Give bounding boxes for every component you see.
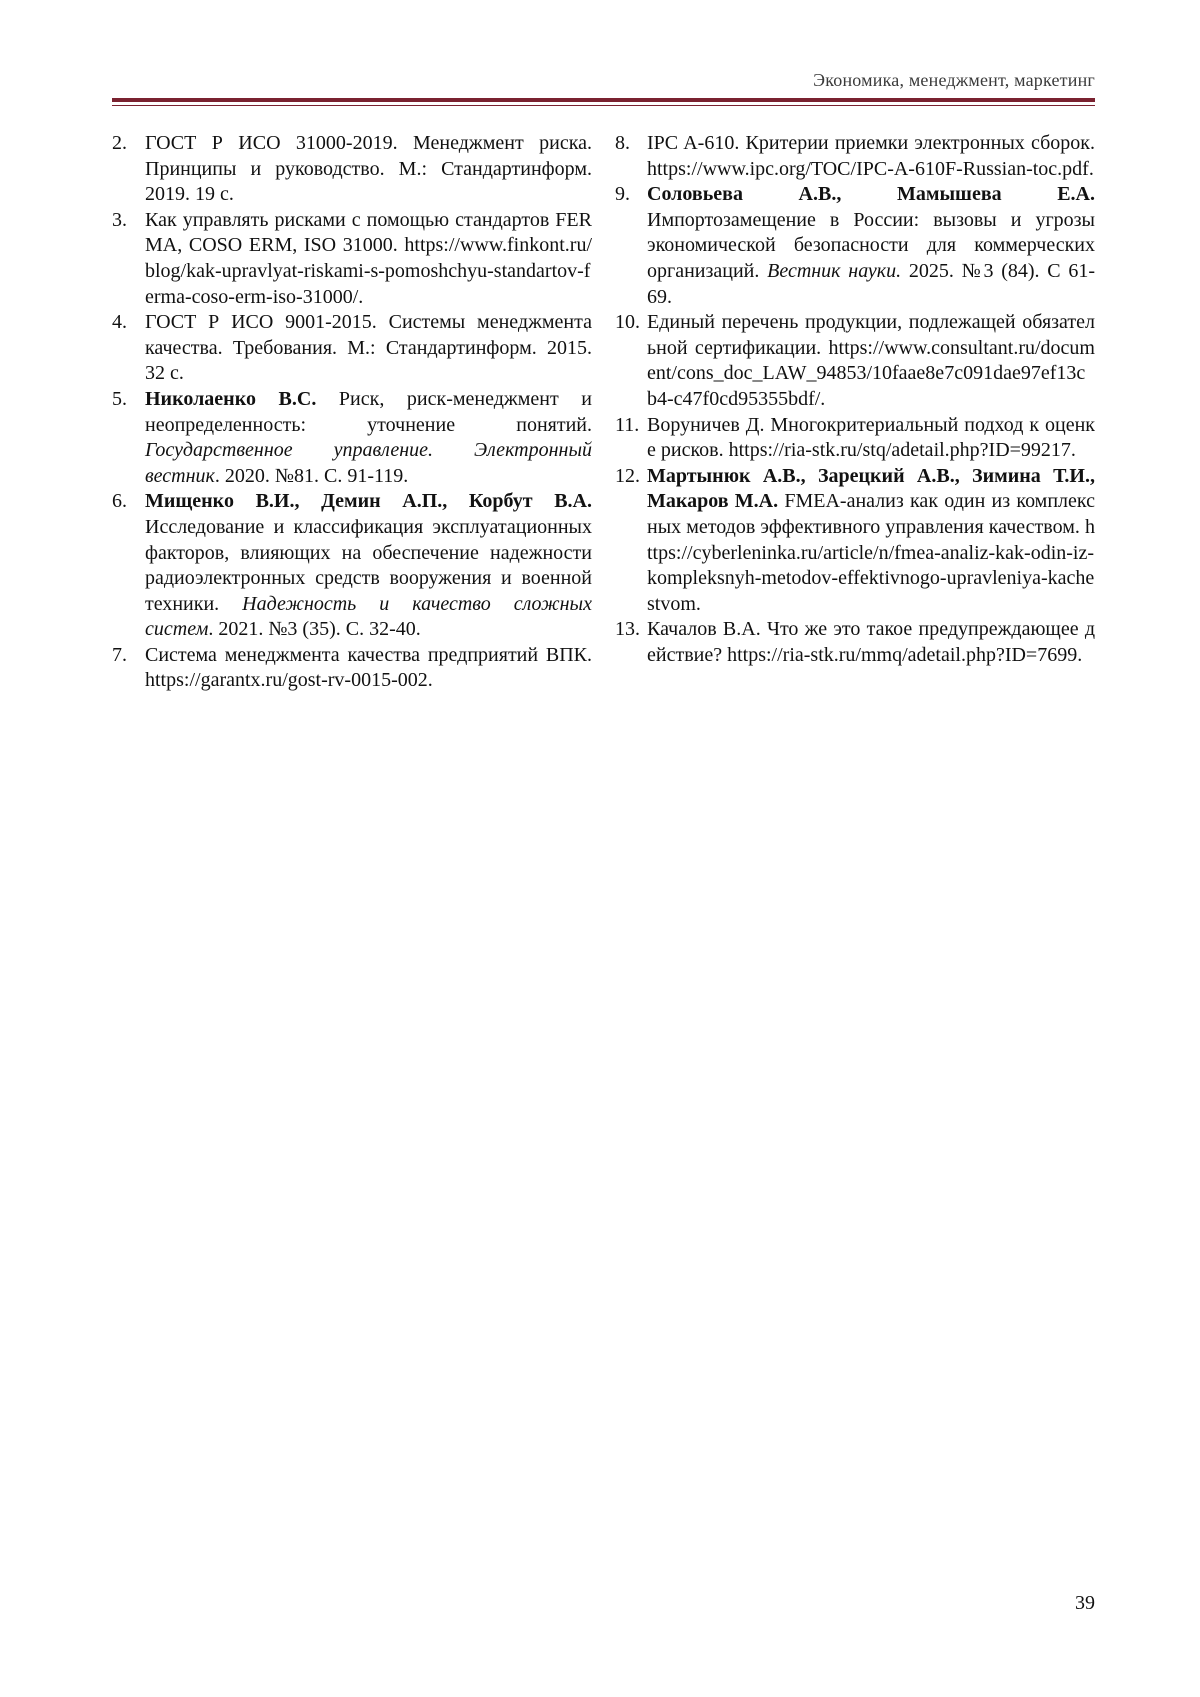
reference-number: 2. <box>112 132 127 154</box>
reference-journal: Вестник науки. <box>767 259 902 282</box>
reference-number: 7. <box>112 643 127 666</box>
reference-title: FMEA-анализ как один из комплексных методов эффективного управления качеством. https://cyberleninka.ru/article/n/fmea-analiz-kak-odin-iz-kompleksnyh-metodov-effektivnogo-upravleniya-kachestvom. <box>647 490 1095 615</box>
reference-number: 12. <box>615 464 640 487</box>
reference-tail: 2025. №3 (84). С 61-69. <box>647 259 1095 308</box>
reference-item <box>112 131 592 208</box>
reference-title: ГОСТ Р ИСО 9001-2015. Системы менеджмента качества. Требования. М.: Стандартинформ. 2015. 32 с. <box>145 311 592 385</box>
reference-text <box>647 310 1095 412</box>
reference-text <box>145 643 592 694</box>
reference-item <box>615 617 1095 668</box>
reference-title: Единый перечень продукции, подлежащей обязательной сертификации. https://www.consultant.ru/document/cons_doc_LAW_94853/10faae8e7c091dae97ef13cb4-c47f0cd95355bdf/. <box>647 311 1095 410</box>
reference-journal: Надежность и качество сложных систем <box>145 592 592 641</box>
reference-item <box>615 413 1095 464</box>
reference-text <box>647 464 1095 618</box>
reference-number: 5. <box>112 387 127 410</box>
reference-text <box>145 310 592 387</box>
reference-title: IPC A-610. Критерии приемки электронных сборок. https://www.ipc.org/TOC/IPC-A-610F-Russian-toc.pdf. <box>647 132 1095 180</box>
reference-title: Система менеджмента качества предприятий ВПК. https://garantx.ru/gost-rv-0015-002. <box>145 643 592 692</box>
reference-item <box>112 208 592 310</box>
reference-journal: Государственное управление. Электронный вестник <box>145 439 592 487</box>
reference-tail: . 2021. №3 (35). С. 32-40. <box>208 618 421 641</box>
reference-number: 9. <box>615 183 630 206</box>
reference-number: 13. <box>615 618 640 641</box>
reference-authors: Мищенко В.И., Демин А.П., Корбут В.А. <box>145 490 592 513</box>
reference-number: 11. <box>615 413 640 436</box>
reference-item <box>112 489 592 643</box>
reference-item <box>615 182 1095 310</box>
header-rule-thick <box>112 98 1095 102</box>
reference-item <box>615 310 1095 412</box>
reference-number: 10. <box>615 311 640 334</box>
reference-number: 6. <box>112 490 127 513</box>
reference-text <box>647 131 1095 182</box>
reference-title: Воруничев Д. Многокритериальный подход к оценке рисков. https://ria-stk.ru/stq/adetail.php?ID=99217. <box>647 413 1095 462</box>
page-number: 39 <box>1075 1592 1095 1614</box>
reference-title: Риск, риск-менеджмент и неопределенность: уточнение понятий. <box>145 387 592 436</box>
reference-title: Исследование и классификация эксплуатационных факторов, влияющих на обеспечение надежности радиоэлектронных средств вооружения и военной техники. <box>145 515 592 615</box>
reference-number: 3. <box>112 208 127 231</box>
reference-authors: Мартынюк А.В., Зарецкий А.В., Зимина Т.И., Макаров М.А. <box>647 464 1095 513</box>
reference-number: 8. <box>615 132 630 154</box>
header-rule-thin <box>112 105 1095 106</box>
reference-item <box>112 387 592 489</box>
reference-item <box>112 310 592 387</box>
reference-text <box>145 387 592 489</box>
reference-text <box>647 413 1095 464</box>
reference-item <box>615 131 1095 182</box>
reference-authors: Николаенко В.С. <box>145 387 317 410</box>
reference-text <box>647 182 1095 310</box>
reference-number: 4. <box>112 311 127 334</box>
reference-authors: Соловьева А.В., Мамышева Е.А. <box>647 183 1095 206</box>
running-header: Экономика, менеджмент, маркетинг <box>813 70 1095 90</box>
reference-title: ГОСТ Р ИСО 31000-2019. Менеджмент риска. Принципы и руководство. М.: Стандартинформ. 2019. 19 с. <box>145 132 592 206</box>
reference-title: Качалов В.А. Что же это такое предупреждающее действие? https://ria-stk.ru/mmq/adetail.php?ID=7699. <box>647 618 1095 666</box>
reference-item <box>112 643 592 694</box>
reference-tail: . 2020. №81. С. 91-119. <box>214 464 409 487</box>
reference-title: Импортозамещение в России: вызовы и угрозы экономической безопасности для коммерческих организаций. <box>647 208 1095 282</box>
references-right-column <box>615 131 1095 668</box>
reference-text <box>145 131 592 208</box>
references-left-column <box>112 131 592 694</box>
reference-text <box>647 617 1095 668</box>
reference-text <box>145 489 592 643</box>
reference-text <box>145 208 592 310</box>
reference-item <box>615 464 1095 618</box>
reference-title: Как управлять рисками с помощью стандартов FERMA, COSO ERM, ISO 31000. https://www.finkont.ru/blog/kak-upravlyat-riskami-s-pomoshchyu-standartov-ferma-coso-erm-iso-31000/. <box>145 208 592 308</box>
